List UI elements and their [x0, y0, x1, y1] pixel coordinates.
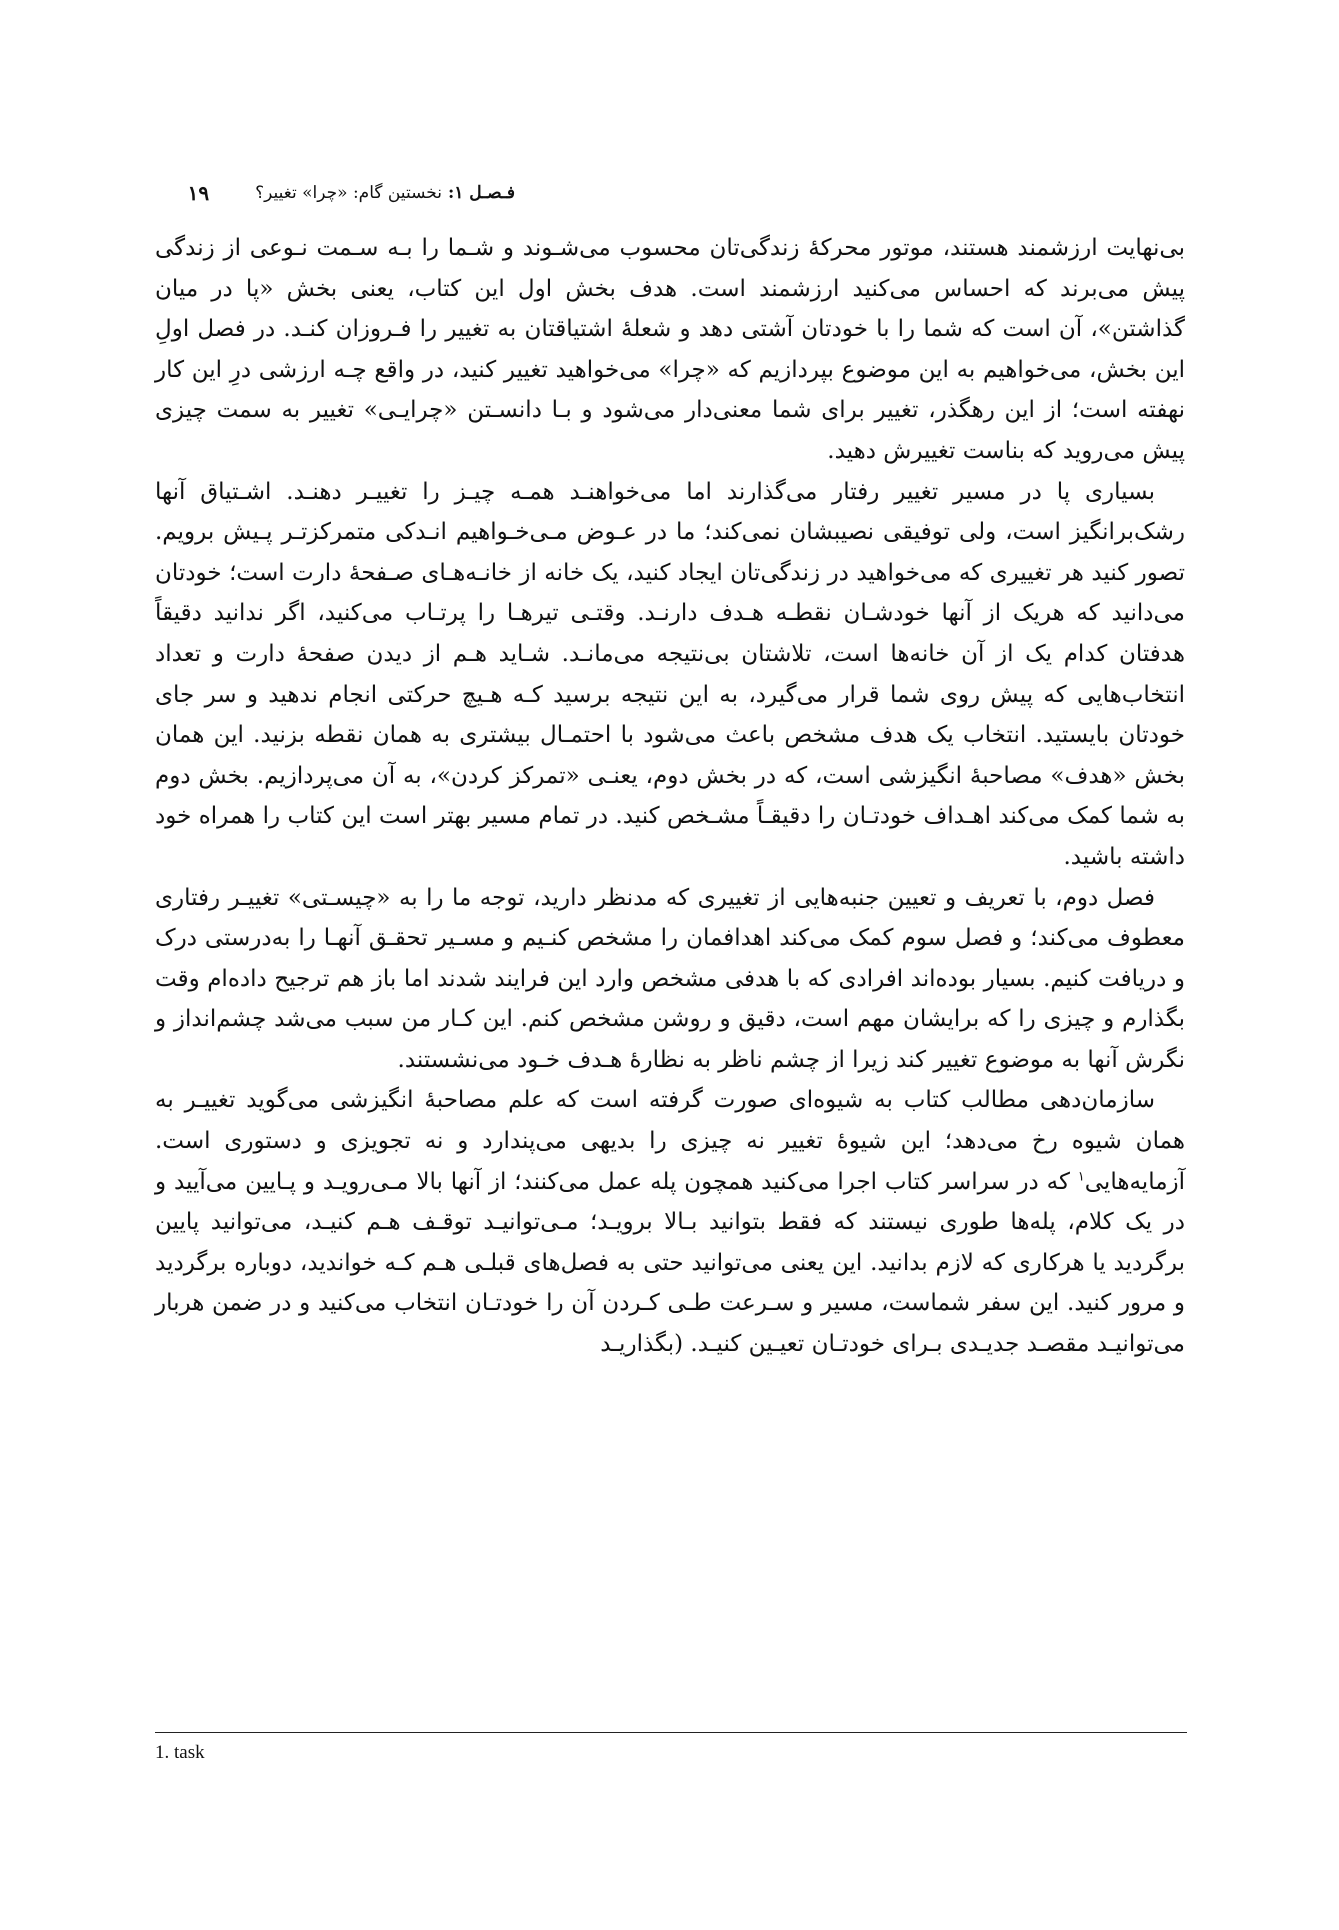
chapter-heading: [255, 183, 515, 203]
chapter-title: نخستین گام: «چرا» تغییر؟: [255, 183, 442, 203]
inline-term: آزمایه‌هایی: [1084, 1168, 1186, 1195]
paragraph-text: سازمان‌دهی مطالب کتاب به شیوه‌ای صورت گرفته است که علم مصاحبهٔ انگیزشی می‌گوید تغییـر به همان شیوه رخ می‌دهد؛ این شیوهٔ تغییر نه چیزی را بدیهی می‌پندارد و نه تجویزی و دستوری است.: [155, 1087, 1185, 1155]
paragraph: بی‌نهایت ارزشمند هستند، موتور محرکهٔ زندگی‌تان محسوب می‌شـوند و شـما را بـه سـمت نـوعی از زندگی پیش می‌برند که احساس می‌کنید ارزشمند است. هدف بخش اول این کتاب، یعنی بخش «پا در میان گذاشتن»، آن است که شما را با خودتان آشتی دهد و شعلهٔ اشتیاقتان به تغییر را فـروزان کنـد. در فصل اولِ این بخش، می‌خواهیم به این موضوع بپردازیم که «چرا» می‌خواهید تغییر کنید، در واقع چـه ارزشی درِ این کار نهفته است؛ از این رهگذر، تغییر برای شما معنی‌دار می‌شود و بـا دانسـتن «چرایـی» تغییر به سمت چیزی پیش می‌روید که بناست تغییرش دهید.: [155, 235, 1185, 464]
footnote: 1. task: [155, 1742, 205, 1763]
footnote-divider: [155, 1732, 1187, 1733]
body-text: [155, 228, 1185, 1365]
paragraph: [155, 1080, 1185, 1364]
paragraph: فصل دوم، با تعریف و تعیین جنبه‌هایی از تغییری که مدنظر دارید، توجه ما را به «چیسـتی» تغییـر رفتاری معطوف می‌کند؛ و فصل سوم کمک می‌کند اهدافمان را مشخص کنـیم و مسـیر تحقـق آنهـا را به‌درستی درک و دریافت کنیم. بسیار بوده‌اند افرادی که با هدفی مشخص وارد این فرایند شدند اما باز هم ترجیح داده‌ام وقت بگذارم و چیزی را که برایشان مهم است، دقیق و روشن مشخص کنم. این کـار من سبب می‌شد چشم‌انداز و نگرش آنها به موضوع تغییر کند زیرا از چشم ناظر به نظارهٔ هـدف خـود می‌نشستند.: [155, 884, 1185, 1073]
running-header: [155, 178, 515, 208]
page-number: ۱۹: [187, 181, 210, 205]
paragraph: بسیاری پا در مسیر تغییر رفتار می‌گذارند اما می‌خواهنـد همـه چیـز را تغییـر دهنـد. اشـتیاق آنها رشک‌برانگیز است، ولی توفیقی نصیبشان نمی‌کند؛ ما در عـوض مـی‌خـواهیم انـدکی متمرکزتـر پـیش برویم. تصور کنید هر تغییری که می‌خواهید در زندگی‌تان ایجاد کنید، یک خانه از خانـه‌هـای صـفحهٔ دارت است؛ خودتان می‌دانید که هریک از آنها خودشـان نقطـه هـدف دارنـد. وقتـی تیرهـا را پرتـاب می‌کنید، اگر ندانید دقیقاً هدفتان کدام یک از آن خانه‌ها است، تلاشتان بی‌نتیجه می‌مانـد. شـاید هـم از دیدن صفحهٔ دارت و تعداد انتخاب‌هایی که پیش روی شما قرار می‌گیرد، به این نتیجه برسید کـه هـیچ حرکتی انجام ندهید و سر جای خودتان بایستید. انتخاب یک هدف مشخص باعث می‌شود با احتمـال بیشتری به همان نقطه بزنید. این همان بخش «هدف» مصاحبهٔ انگیزشی است، که در بخش دوم، یعنـی «تمرکز کردن»، به آن می‌پردازیم. بخش دوم به شما کمک می‌کند اهـداف خودتـان را دقیقـاً مشـخص کنید. در تمام مسیر بهتر است این کتاب را همراه خود داشته باشید.: [155, 478, 1185, 870]
paragraph-text: که در سراسر کتاب اجرا می‌کنید همچون پله عمل می‌کنند؛ از آنها بالا مـی‌رویـد و پـایین می‌آیید و در یک کلام، پله‌ها طوری نیستند که فقط بتوانید بـالا برویـد؛ مـی‌توانیـد توقـف هـم کنیـد، می‌توانید پایین برگردید یا هرکاری که لازم بدانید. این یعنی می‌توانید حتی به فصل‌های قبلـی هـم کـه خواندید، دوباره برگردید و مرور کنید. این سفر شماست، مسیر و سـرعت طـی کـردن آن را خودتـان انتخاب می‌کنید و در ضمن هربار می‌توانیـد مقصـد جدیـدی بـرای خودتـان تعیـین کنیـد. (بگذاریـد: [155, 1168, 1185, 1358]
chapter-label: فـصـل ۱:: [447, 183, 515, 203]
footnote-marker[interactable]: ۱: [1077, 1169, 1085, 1184]
